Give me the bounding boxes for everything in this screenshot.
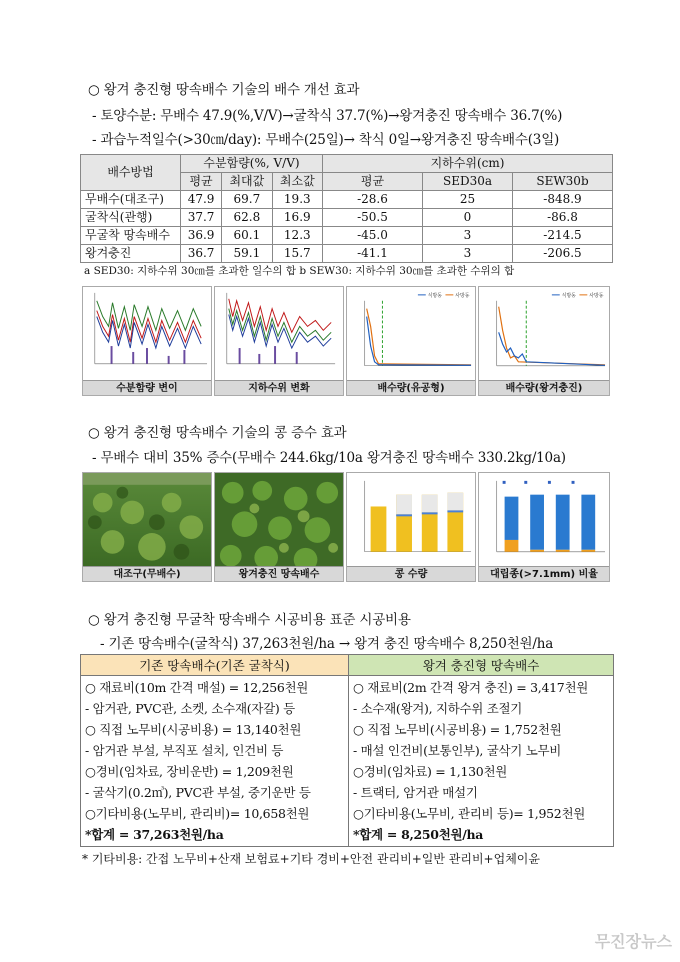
row-method: 무배수(대조구): [81, 191, 181, 209]
cost-line: - 암거관 부설, 부직포 설치, 인건비 등: [85, 743, 284, 758]
figure-control-field: [82, 472, 212, 582]
table-cell: -848.9: [513, 191, 613, 209]
legend-b: 사방동: [455, 292, 470, 299]
table-cell: 16.9: [272, 209, 322, 227]
drain-perforated-chart-image: [347, 287, 475, 381]
control-field-photo: [83, 473, 211, 567]
section2-title: ○ 왕겨 충진형 땅속배수 기술의 콩 증수 효과: [88, 425, 347, 441]
caption-soy-yield: 콩 수량: [347, 566, 475, 581]
figure-drain-perforated: [346, 286, 476, 396]
section1-bullet-days: - 과습누적일수(>30㎝/day): 무배수(25일)→ 착식 0일→왕겨충진 땅속배수(3일): [92, 132, 560, 148]
row-method: 무굴착 땅속배수: [81, 227, 181, 245]
table-cell: 69.7: [222, 191, 272, 209]
table-row: [81, 209, 613, 227]
legend-a: 식방동: [561, 292, 576, 299]
watermark-logo: [595, 929, 672, 952]
table-cell: -41.1: [323, 245, 423, 263]
table-cell: 36.7: [181, 245, 222, 263]
table-cell: -214.5: [513, 227, 613, 245]
large-grain-chart-image: [479, 473, 609, 567]
figure-husk-field: [214, 472, 344, 582]
cost-line: - 트랙터, 암거관 매설기: [353, 785, 478, 800]
cost-line: ○ 직접 노무비(시공비용) = 1,752천원: [353, 722, 562, 737]
cost-line: ○ 직접 노무비(시공비용) = 13,140천원: [85, 722, 302, 737]
legend-b: 사방동: [589, 292, 604, 299]
cost-table: [80, 654, 614, 847]
table-row: [81, 227, 613, 245]
table-cell: 60.1: [222, 227, 272, 245]
cost-existing-details: [81, 676, 349, 847]
cost-total: *합계 = 8,250천원/ha: [353, 827, 484, 842]
section2-bullet: - 무배수 대비 35% 증수(무배수 244.6kg/10a 왕겨충진 땅속배수 330.2kg/10a): [92, 450, 566, 466]
table-cell: 0: [423, 209, 513, 227]
sub-header: SEW30b: [513, 173, 613, 191]
table-row: [81, 191, 613, 209]
legend-a: 식방동: [427, 292, 442, 299]
table-cell: 36.9: [181, 227, 222, 245]
cost-line: ○경비(임차료) = 1,130천원: [353, 764, 507, 779]
table-cell: 12.3: [272, 227, 322, 245]
row-method: 왕겨충진: [81, 245, 181, 263]
table-cell: -206.5: [513, 245, 613, 263]
cost-line: - 굴삭기(0.2㎥), PVC관 부설, 중기운반 등: [85, 785, 311, 800]
table-cell: 3: [423, 245, 513, 263]
caption-drain-perforated: 배수량(유공형): [347, 380, 475, 395]
table-cell: 15.7: [272, 245, 322, 263]
caption-control: 대조구(무배수): [83, 566, 211, 581]
cost-header-existing: 기존 땅속배수(기존 굴착식): [81, 655, 349, 676]
cost-line: ○경비(임차료, 장비운반) = 1,209천원: [85, 764, 294, 779]
footnote-sed: a SED30: 지하수위 30㎝를 초과한 일수의 합 b SEW30: 지하수위 30㎝를 초과한 수위의 합: [84, 265, 515, 277]
table-cell: 47.9: [181, 191, 222, 209]
header-method: 배수방법: [81, 155, 181, 191]
footnote-other-costs: * 기타비용: 간접 노무비+산재 보험료+기타 경비+안전 관리비+일반 관리비+업체이윤: [82, 852, 540, 866]
caption-large-grain: 대립종(>7.1mm) 비율: [479, 566, 609, 581]
figure-drain-husk: [478, 286, 610, 396]
cost-line: ○기타비용(노무비, 관리비 등)= 1,952천원: [353, 806, 585, 821]
sub-header: 평균: [323, 173, 423, 191]
drainage-table: [80, 154, 613, 263]
figure-large-grain: [478, 472, 610, 582]
cost-header-husk: 왕겨 충진형 땅속배수: [349, 655, 614, 676]
cost-line: - 암거관, PVC관, 소켓, 소수재(자갈) 등: [85, 701, 295, 716]
table-cell: 19.3: [272, 191, 322, 209]
section3-bullet: - 기존 땅속배수(굴착식) 37,263천원/ha → 왕겨 충진 땅속배수 8,250천원/ha: [100, 636, 554, 652]
cost-husk-details: [349, 676, 614, 847]
row-method: 굴착식(관행): [81, 209, 181, 227]
table-cell: -50.5: [323, 209, 423, 227]
husk-field-photo: [215, 473, 343, 567]
groundwater-chart-image: [215, 287, 343, 381]
header-moisture: 수분함량(%, V/V): [181, 155, 323, 173]
section1-bullet-moisture: - 토양수분: 무배수 47.9(%,V/V)→굴착식 37.7(%)→왕겨충진 땅속배수 36.7(%): [92, 108, 563, 124]
table-cell: 59.1: [222, 245, 272, 263]
section1-title: ○ 왕겨 충진형 땅속배수 기술의 배수 개선 효과: [88, 82, 360, 98]
table-cell: 37.7: [181, 209, 222, 227]
figure-groundwater: [214, 286, 344, 396]
cost-line: - 소수재(왕겨), 지하수위 조절기: [353, 701, 523, 716]
sub-header: 최대값: [222, 173, 272, 191]
table-cell: -86.8: [513, 209, 613, 227]
cost-line: ○ 재료비(2m 간격 왕겨 충진) = 3,417천원: [353, 680, 588, 695]
caption-groundwater: 지하수위 변화: [215, 380, 343, 395]
cost-total: *합계 = 37,263천원/ha: [85, 827, 224, 842]
caption-drain-husk: 배수량(왕겨충진): [479, 380, 609, 395]
section3-title: ○ 왕겨 충진형 무굴착 땅속배수 시공비용 표준 시공비용: [88, 612, 411, 628]
sub-header: 최소값: [272, 173, 322, 191]
drain-husk-chart-image: [479, 287, 609, 381]
sub-header: SED30a: [423, 173, 513, 191]
cost-line: - 매설 인건비(보통인부), 굴삭기 노무비: [353, 743, 562, 758]
table-cell: -45.0: [323, 227, 423, 245]
cost-line: ○ 재료비(10m 간격 매설) = 12,256천원: [85, 680, 309, 695]
table-cell: 3: [423, 227, 513, 245]
watermark-text: 무진장뉴스: [594, 932, 672, 951]
moisture-chart-image: [83, 287, 211, 381]
sub-header: 평균: [181, 173, 222, 191]
caption-husk: 왕겨충진 땅속배수: [215, 566, 343, 581]
header-groundwater: 지하수위(cm): [323, 155, 613, 173]
table-cell: 25: [423, 191, 513, 209]
cost-line: ○기타비용(노무비, 관리비)= 10,658천원: [85, 806, 310, 821]
figure-moisture: [82, 286, 212, 396]
soy-yield-chart-image: [347, 473, 475, 567]
figure-soy-yield: [346, 472, 476, 582]
table-cell: 62.8: [222, 209, 272, 227]
caption-moisture: 수분함량 변이: [83, 380, 211, 395]
table-row: [81, 245, 613, 263]
table-cell: -28.6: [323, 191, 423, 209]
